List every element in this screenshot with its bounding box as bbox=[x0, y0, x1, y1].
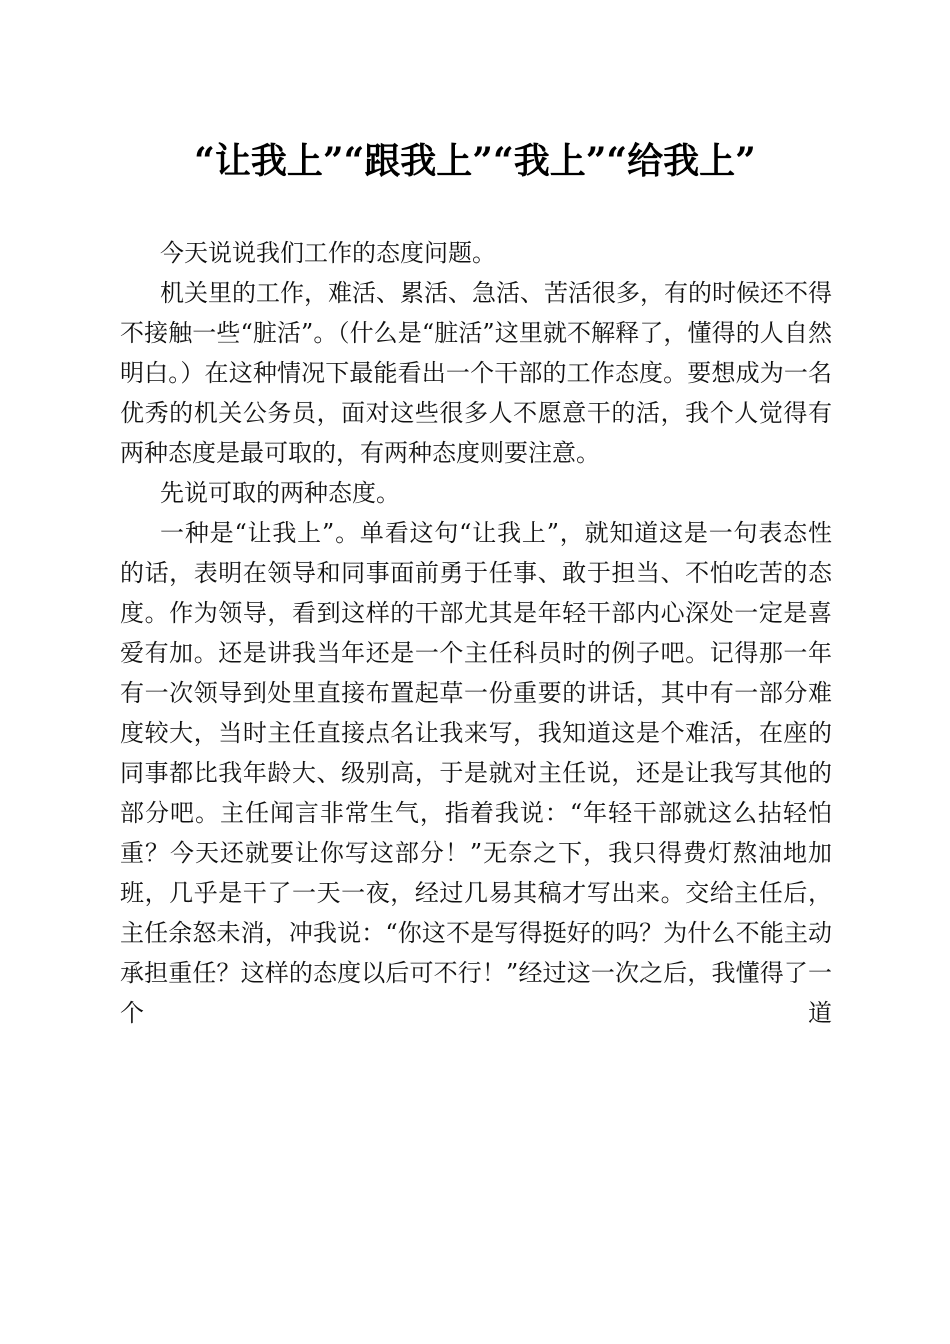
paragraph-intro: 今天说说我们工作的态度问题。 bbox=[160, 239, 496, 267]
document-body bbox=[120, 233, 832, 1033]
paragraph-work-types: 机关里的工作，难活、累活、急活、苦活很多，有的时候还不得不接触一些“脏活”。（什么是“脏活”这里就不解释了，懂得的人自然明白。）在这种情况下最能看出一个干部的工作态度。要想成为一名优秀的机关公务员，面对这些很多人不愿意干的活，我个人觉得有两种态度是最可取的，有两种态度则要注意。 bbox=[120, 279, 832, 467]
paragraph-good-attitudes: 先说可取的两种态度。 bbox=[160, 479, 400, 507]
paragraph-let-me-go: 一种是“让我上”。单看这句“让我上”，就知道这是一句表态性的话，表明在领导和同事面前勇于任事、敢于担当、不怕吃苦的态度。作为领导，看到这样的干部尤其是年轻干部内心深处一定是喜爱有加。还是讲我当年还是一个主任科员时的例子吧。记得那一年有一次领导到处里直接布置起草一份重要的讲话，其中有一部分难度较大，当时主任直接点名让我来写，我知道这是个难活，在座的同事都比我年龄大、级别高，于是就对主任说，还是让我写其他的部分吧。主任闻言非常生气，指着我说：“年轻干部就这么拈轻怕重？今天还就要让你写这部分！”无奈之下，我只得费灯熬油地加班，几乎是干了一天一夜，经过几易其稿才写出来。交给主任后，主任余怒未消，冲我说：“你这不是写得挺好的吗？为什么不能主动承担重任？这样的态度以后可不行！”经过这一次之后，我懂得了一个道 bbox=[120, 519, 832, 1027]
document-title: “让我上”“跟我上”“我上”“给我上” bbox=[194, 140, 756, 182]
